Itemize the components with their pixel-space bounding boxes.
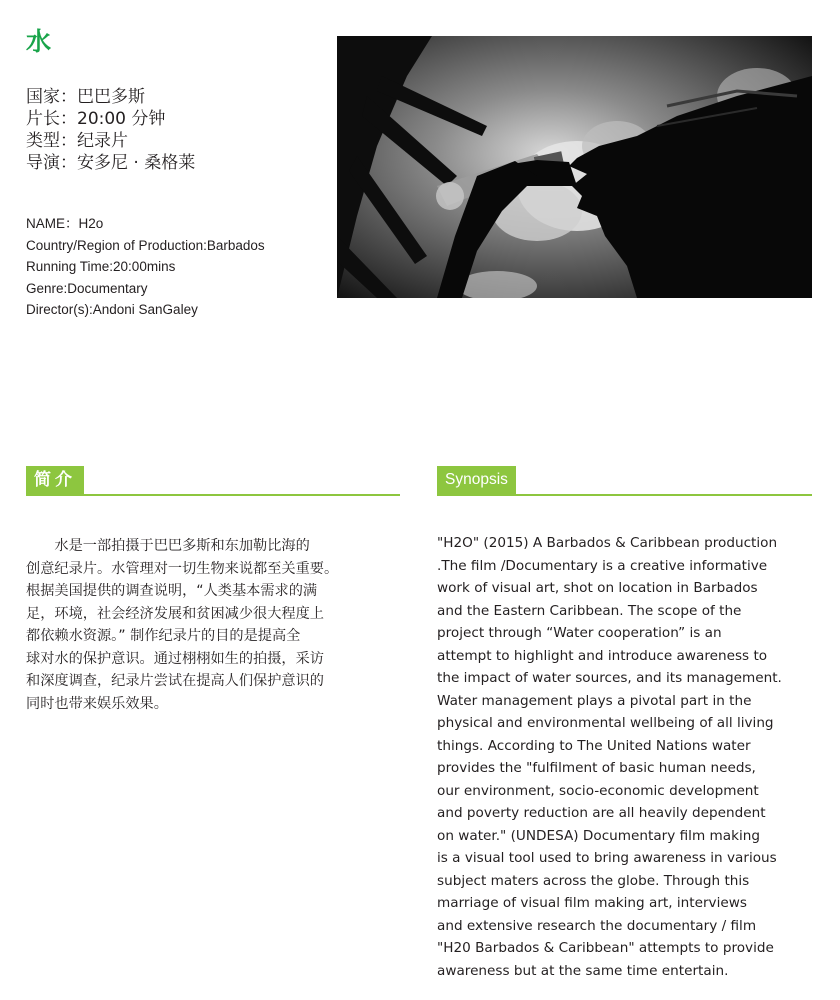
synopsis-en-line: attempt to highlight and introduce awareness to (437, 647, 768, 664)
section-tag-zh: 简介 (26, 466, 84, 494)
info-block-en (26, 213, 265, 321)
synopsis-en-line: "H20 Barbados & Caribbean" attempts to provide (437, 940, 774, 956)
synopsis-en-line: on water." (UNDESA) Documentary film making (437, 827, 760, 844)
info-director-zh: 导演：安多尼 · 桑格莱 (26, 153, 196, 173)
synopsis-en-line: our environment, socio-economic development (437, 782, 759, 799)
synopsis-en-line: provides the "fulfilment of basic human needs, (437, 760, 756, 776)
info-block-zh (26, 86, 195, 174)
synopsis-zh-line: 球对水的保护意识。通过栩栩如生的拍摄，采访 (26, 650, 324, 667)
synopsis-zh-line: 创意纪录片。水管理对一切生物来说都至关重要。 (26, 560, 339, 577)
info-country-zh: 国家：巴巴多斯 (26, 87, 145, 107)
info-genre-en: Genre:Documentary (26, 280, 148, 296)
synopsis-en-line: marriage of visual film making art, interviews (437, 895, 747, 911)
synopsis-en-line: awareness but at the same time entertain. (437, 962, 729, 979)
synopsis-en (437, 532, 817, 982)
section-tag-en: Synopsis (437, 466, 516, 494)
synopsis-en-line: project through “Water cooperation” is an (437, 625, 722, 641)
synopsis-zh-line: 同时也带来娱乐效果。 (26, 695, 168, 712)
synopsis-en-line: physical and environmental wellbeing of all living (437, 715, 774, 731)
section-rule-en (437, 494, 812, 496)
film-still-photo (337, 36, 812, 298)
synopsis-zh-line: 和深度调查，纪录片尝试在提高人们保护意识的 (26, 673, 324, 689)
synopsis-en-line: and the Eastern Caribbean. The scope of the (437, 602, 742, 619)
synopsis-en-line: is a visual tool used to bring awareness in various (437, 850, 777, 866)
synopsis-zh-line: 都依赖水资源。” 制作纪录片的目的是提高全 (26, 628, 301, 644)
info-director-en: Director(s):Andoni SanGaley (26, 302, 198, 317)
synopsis-zh (26, 535, 402, 715)
info-name-en: NAME：H2o (26, 216, 104, 231)
section-rule-zh (26, 494, 400, 496)
synopsis-zh-line: 根据美国提供的调查说明，“人类基本需求的满 (26, 583, 318, 599)
synopsis-zh-line: 足，环境，社会经济发展和贫困减少很大程度上 (26, 605, 324, 622)
section-heading-en (437, 466, 812, 496)
synopsis-en-line: "H2O" (2015) A Barbados & Caribbean production (437, 535, 778, 551)
info-runtime-en: Running Time:20:00mins (26, 259, 176, 274)
synopsis-en-line: the impact of water sources, and its management. (437, 670, 782, 686)
page-title: 水 (26, 27, 52, 56)
info-runtime-zh: 片长：20:00 分钟 (26, 109, 166, 129)
synopsis-en-line: subject maters across the globe. Through this (437, 872, 750, 889)
synopsis-en-line: work of visual art, shot on location in Barbados (437, 580, 758, 596)
synopsis-en-line: .The film /Documentary is a creative informative (437, 557, 768, 574)
synopsis-en-line: and poverty reduction are all heavily dependent (437, 805, 766, 821)
synopsis-en-line: things. According to The United Nations water (437, 737, 751, 754)
synopsis-zh-line: 水是一部拍摄于巴巴多斯和东加勒比海的 (26, 538, 310, 554)
info-country-en: Country/Region of Production:Barbados (26, 237, 265, 253)
info-genre-zh: 类型：纪录片 (26, 131, 128, 151)
synopsis-en-line: and extensive research the documentary / film (437, 917, 757, 934)
section-heading-zh (26, 466, 400, 496)
synopsis-en-line: Water management plays a pivotal part in the (437, 692, 752, 709)
